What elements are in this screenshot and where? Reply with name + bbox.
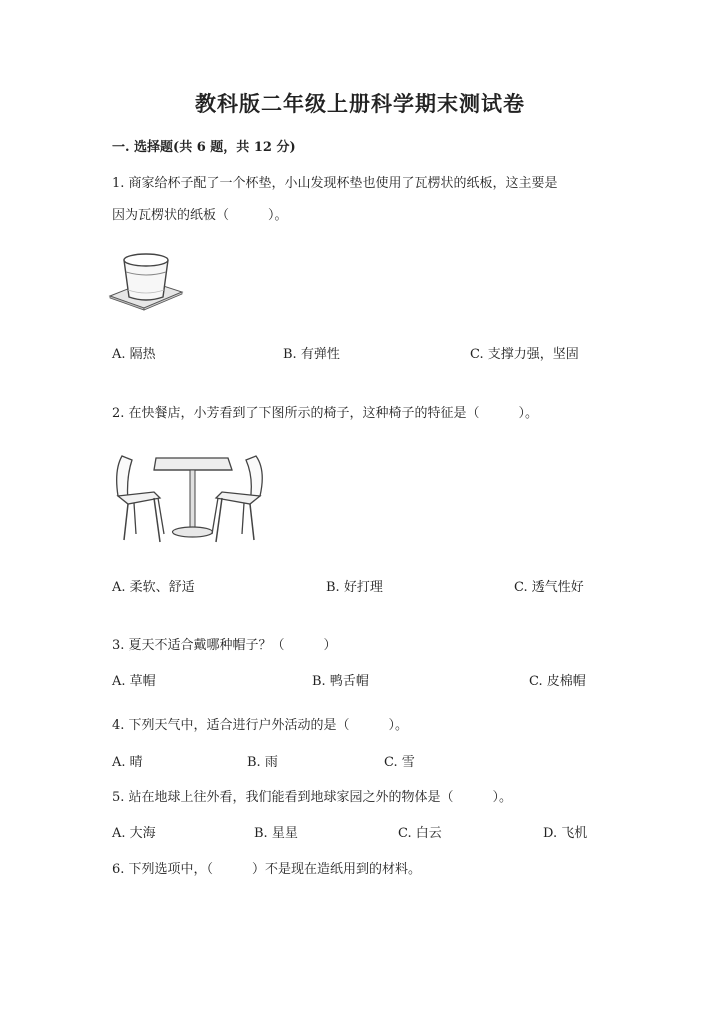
question-5-option-d: D. 飞机	[543, 826, 588, 841]
cup-on-coaster-image	[108, 250, 184, 312]
question-5-option-a: A. 大海	[112, 826, 156, 841]
question-3-text: 3. 夏天不适合戴哪种帽子？（ ）	[112, 638, 337, 653]
question-1-option-b: B. 有弹性	[283, 347, 340, 362]
question-1-text-line-2: 因为瓦楞状的纸板（ ）。	[112, 208, 288, 223]
question-5-option-c: C. 白云	[398, 826, 442, 841]
question-2-text: 2. 在快餐店，小芳看到了下图所示的椅子，这种椅子的特征是（ ）。	[112, 406, 539, 421]
question-6-text: 6. 下列选项中，（ ）不是现在造纸用到的材料。	[112, 862, 422, 877]
question-4-option-b: B. 雨	[247, 755, 278, 770]
page-title: 教科版二年级上册科学期末测试卷	[195, 91, 525, 116]
question-4-option-a: A. 晴	[112, 755, 143, 770]
question-2-option-c: C. 透气性好	[514, 580, 584, 595]
section-heading: 一. 选择题(共 6 题，共 12 分)	[112, 140, 296, 155]
question-4-option-c: C. 雪	[384, 755, 415, 770]
question-5-text: 5. 站在地球上往外看，我们能看到地球家园之外的物体是（ ）。	[112, 790, 513, 805]
question-3-option-c: C. 皮棉帽	[529, 674, 586, 689]
question-1-option-c: C. 支撑力强，坚固	[470, 347, 579, 362]
question-3-option-b: B. 鸭舌帽	[312, 674, 369, 689]
question-2-option-a: A. 柔软、舒适	[112, 580, 195, 595]
question-2-option-b: B. 好打理	[326, 580, 383, 595]
question-4-text: 4. 下列天气中，适合进行户外活动的是（ ）。	[112, 718, 409, 733]
question-3-option-a: A. 草帽	[112, 674, 156, 689]
question-1-text-line-1: 1. 商家给杯子配了一个杯垫，小山发现杯垫也使用了瓦楞状的纸板，这主要是	[112, 176, 558, 191]
question-1-option-a: A. 隔热	[112, 347, 156, 362]
table-and-chairs-image	[108, 448, 270, 544]
question-5-option-b: B. 星星	[254, 826, 298, 841]
